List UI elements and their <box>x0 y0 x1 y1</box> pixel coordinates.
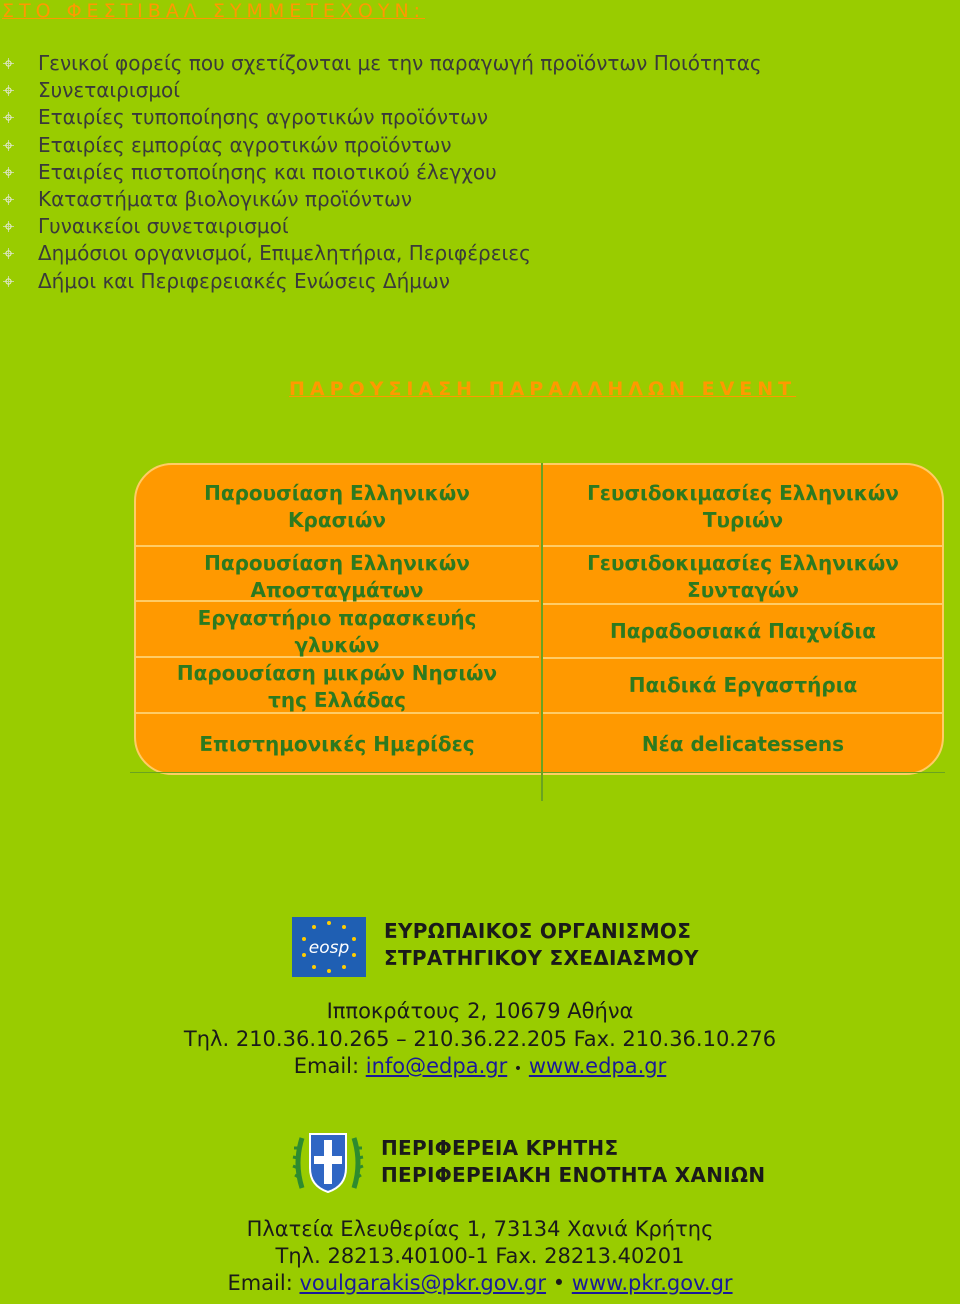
bullet-icon <box>3 58 14 69</box>
column-divider <box>541 463 543 801</box>
event-label-line: Νέα delicatessens <box>641 732 845 756</box>
event-label-line: Παρουσίαση Ελληνικών <box>204 481 470 505</box>
event-item <box>150 550 524 604</box>
festival-participants-heading: ΣΤΟ ΦΕΣΤΙΒΑΛ ΣΥΜΜΕΤΕΧΟΥΝ: <box>2 0 426 22</box>
divider <box>543 657 944 659</box>
svg-text:eosp: eosp <box>308 938 350 958</box>
participant-label: Γενικοί φορείς που σχετίζονται με την παραγωγή προϊόντων Ποιότητας <box>38 51 762 75</box>
separator: • <box>513 1061 523 1077</box>
bullet-icon <box>3 248 14 259</box>
participant-item <box>0 77 762 104</box>
event-item <box>545 480 941 534</box>
event-label-line: Παρουσίαση Ελληνικών <box>204 551 470 575</box>
org1-website-link[interactable]: www.edpa.gr <box>528 1054 667 1078</box>
event-label-line: Κρασιών <box>288 508 386 532</box>
bullet-icon <box>3 85 14 96</box>
divider <box>134 545 539 547</box>
divider <box>543 545 944 547</box>
participant-label: Εταιρίες εμπορίας αγροτικών προϊόντων <box>38 132 452 157</box>
org2-email-line <box>0 1271 960 1295</box>
participant-item <box>0 268 762 295</box>
org2-phone: Τηλ. 28213.40100-1 Fax. 28213.40201 <box>275 1244 685 1268</box>
event-label-line: Γευσιδοκιμασίες Ελληνικών <box>587 481 899 505</box>
event-item <box>545 672 941 699</box>
bullet-icon <box>3 276 14 287</box>
event-item <box>545 618 941 645</box>
event-label-line: Παραδοσιακά Παιχνίδια <box>610 619 876 643</box>
divider <box>543 712 944 714</box>
org1-name-line2: ΣΤΡΑΤΗΓΙΚΟΥ ΣΧΕΔΙΑΣΜΟΥ <box>384 946 699 970</box>
eosp-logo-icon <box>292 917 366 977</box>
participant-label: Καταστήματα βιολογικών προϊόντων <box>38 186 413 211</box>
event-item <box>545 550 941 604</box>
event-item <box>150 480 524 534</box>
participant-item <box>0 186 762 213</box>
org2-website-link[interactable]: www.pkr.gov.gr <box>571 1271 733 1295</box>
participant-item <box>0 240 762 267</box>
event-label-line: Παρουσίαση μικρών Νησιών <box>176 661 498 685</box>
event-label-line: Γευσιδοκιμασίες Ελληνικών <box>587 551 899 575</box>
org1-name-line1: ΕΥΡΩΠΑΙΚΟΣ ΟΡΓΑΝΙΣΜΟΣ <box>384 919 692 943</box>
org2-email-link[interactable]: voulgarakis@pkr.gov.gr <box>299 1271 547 1295</box>
event-item <box>150 605 524 659</box>
org2-name-line2: ΠΕΡΙΦΕΡΕΙΑΚΗ ΕΝΟΤΗΤΑ ΧΑΝΙΩΝ <box>381 1163 766 1187</box>
participant-item <box>0 50 762 77</box>
participants-list <box>0 50 762 295</box>
email-label: Email: <box>227 1271 300 1295</box>
participant-label: Δήμοι και Περιφερειακές Ενώσεις Δήμων <box>38 268 450 293</box>
event-item <box>150 731 524 758</box>
org1-email-line <box>0 1054 960 1078</box>
bullet-icon <box>3 112 14 123</box>
email-label: Email: <box>293 1054 366 1078</box>
event-label-line: Επιστημονικές Ημερίδες <box>199 732 475 756</box>
participant-label: Συνεταιρισμοί <box>38 78 181 103</box>
org2-name-line1: ΠΕΡΙΦΕΡΕΙΑ ΚΡΗΤΗΣ <box>381 1136 619 1160</box>
participant-item <box>0 213 762 240</box>
participant-item <box>0 132 762 159</box>
event-label-line: Αποσταγμάτων <box>250 578 424 602</box>
event-label-line: Τυριών <box>702 508 784 532</box>
bullet-icon <box>3 194 14 205</box>
org1-phone: Τηλ. 210.36.10.265 – 210.36.22.205 Fax. 210.36.10.276 <box>183 1027 777 1051</box>
event-label-line: Παιδικά Εργαστήρια <box>628 673 858 697</box>
participant-item <box>0 159 762 186</box>
bullet-icon <box>3 140 14 151</box>
participant-label: Γυναικείοι συνεταιρισμοί <box>38 214 289 239</box>
event-item <box>150 660 524 714</box>
bullet-icon <box>3 221 14 232</box>
divider <box>130 772 945 773</box>
participant-label: Εταιρίες πιστοποίησης και ποιοτικού έλεγχου <box>38 159 497 184</box>
event-item <box>545 731 941 758</box>
participant-label: Εταιρίες τυποποίησης αγροτικών προϊόντων <box>38 105 488 130</box>
participant-item <box>0 104 762 131</box>
greek-coat-of-arms-icon <box>292 1128 364 1198</box>
participant-label: Δημόσιοι οργανισμοί, Επιμελητήρια, Περιφέρειες <box>38 241 531 266</box>
bullet-icon <box>3 167 14 178</box>
org2-address: Πλατεία Ελευθερίας 1, 73134 Χανιά Κρήτης <box>246 1217 714 1241</box>
parallel-events-heading: ΠΑΡΟΥΣΙΑΣΗ ΠΑΡΑΛΛΗΛΩΝ EVENT <box>289 378 797 400</box>
event-label-line: Εργαστήριο παρασκευής <box>197 606 477 630</box>
event-label-line: της Ελλάδας <box>268 688 406 712</box>
event-label-line: Συνταγών <box>687 578 799 602</box>
separator: • <box>552 1271 566 1295</box>
org1-email-link[interactable]: info@edpa.gr <box>365 1054 508 1078</box>
event-label-line: γλυκών <box>294 633 380 657</box>
org1-address: Ιπποκράτους 2, 10679 Αθήνα <box>326 999 634 1023</box>
